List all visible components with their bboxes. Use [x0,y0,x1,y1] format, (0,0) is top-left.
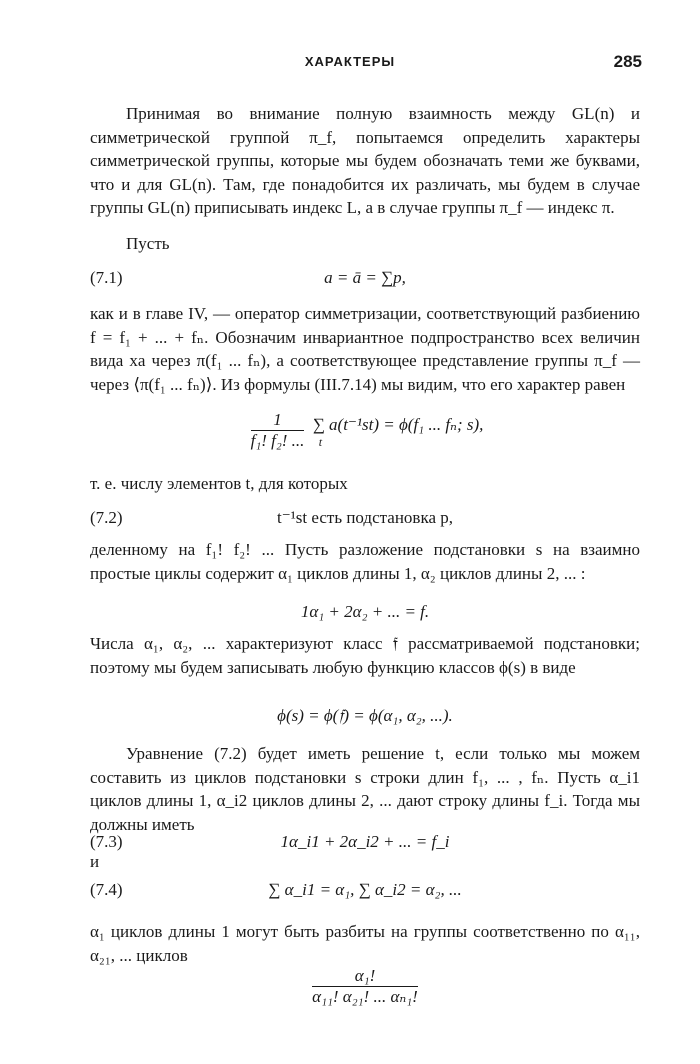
multinomial-denominator: α₁₁! α₂₁! ... αₙ₁! [312,987,418,1006]
character-formula-rest: ∑ a(t⁻¹st) = ϕ(f₁ ... fₙ; s), [312,415,484,434]
character-fraction-numerator: 1 [251,410,305,431]
equation-cycle-sum-formula: 1α₁ + 2α₂ + ... = f. [300,602,430,621]
running-header-title: ХАРАКТЕРЫ [304,54,396,69]
paragraph-9-text: α₁ циклов длины 1 могут быть разбиты на группы соответственно по α₁₁, α₂₁, ... циклов [90,922,640,965]
paragraph-4 [90,472,640,496]
multinomial-numerator: α₁! [312,966,418,987]
equation-multinomial [90,966,640,1010]
character-sum-index: t [318,435,323,449]
conjunction-line [90,850,640,873]
paragraph-3 [90,302,640,396]
equation-7-4-formula: ∑ α_i1 = α₁, ∑ α_i2 = α₂, ... [268,880,462,899]
paragraph-4-text: т. е. числу элементов t, для которых [90,474,348,493]
page-number: 285 [613,52,642,71]
multinomial-fraction [312,966,418,1007]
equation-7-2-formula: t⁻¹st есть подстановка p, [277,508,453,527]
equation-class-function-formula: ϕ(s) = ϕ(𝔣) = ϕ(α₁, α₂, ...). [277,706,453,725]
paragraph-5 [90,538,640,585]
paragraph-1 [90,102,640,220]
paragraph-1-text: Принимая во внимание полную взаимность между GL(n) и симметрической группой π_f, попытаемся определить характеры симметрической группы, которые мы будем обозначать теми же буквами, что и для GL(n). Там, где понадобится их различать, мы будем в случае группы GL(n) приписывать индекс L, а в случае группы π_f — индекс π. [90,104,640,218]
equation-character [90,410,640,458]
equation-7-3-formula: 1α_i1 + 2α_i2 + ... = f_i [280,832,450,851]
equation-7-1-label: (7.1) [90,268,123,287]
character-fraction-denominator: f₁! f₂! ... [250,431,305,450]
paragraph-2 [90,232,640,256]
paragraph-3-text: как и в главе IV, — оператор симметризации, соответствующий разбиению f = f₁ + ... + fₙ. Обозначим инвариантное подпространство всех величин вида xa через π(f₁ ... fₙ), а соответствующее представление группы π_f — через ⟨π(f₁ ... fₙ)⟩. Из формулы (III.7.14) мы видим, что его характер равен [90,304,640,394]
paragraph-2-text: Пусть [126,234,170,253]
paragraph-7-text: Уравнение (7.2) будет иметь решение t, если только мы можем составить из циклов подстановки s строки длин f₁, ... , fₙ. Пусть α_i1 циклов длины 1, α_i2 циклов длины 2, ... дают строку длины f_i. Тогда мы должны иметь [90,744,640,834]
paragraph-6-text: Числа α₁, α₂, ... характеризуют класс 𝔣 рассматриваемой подстановки; поэтому мы будем записывать любую функцию классов ϕ(s) в виде [90,634,640,677]
equation-7-2-label: (7.2) [90,508,123,527]
paragraph-5-text: деленному на f₁! f₂! ... Пусть разложение подстановки s на взаимно простые циклы содержит α₁ циклов длины 1, α₂ циклов длины 2, ... : [90,540,640,583]
equation-7-3-label: (7.3) [90,832,123,851]
equation-7-1-formula: a = ā = ∑p, [324,268,406,287]
paragraph-7 [90,742,640,836]
equation-7-4-label: (7.4) [90,880,123,899]
paragraph-6 [90,632,640,679]
conjunction-text: и [90,852,100,871]
paragraph-9 [90,920,640,967]
character-fraction [251,410,305,451]
